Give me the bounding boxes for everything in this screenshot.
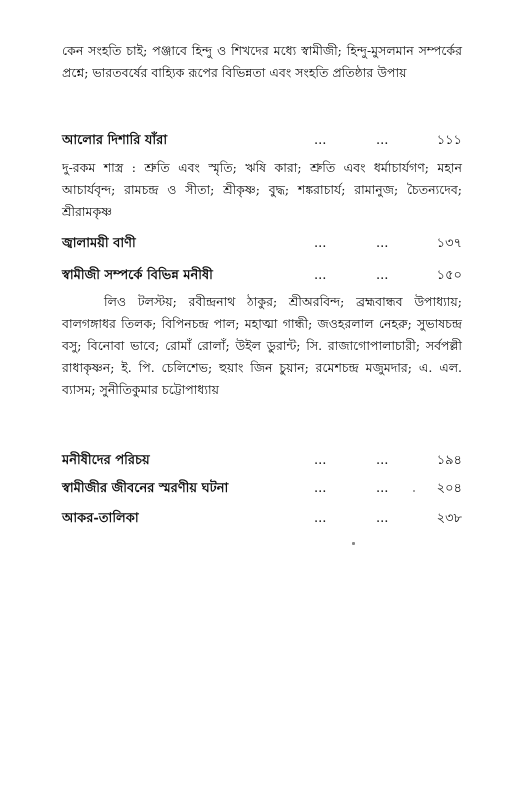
- toc-entry-title: জ্বালাময়ী বাণী: [62, 236, 136, 251]
- scan-speck: [413, 490, 415, 492]
- toc-entry-description: লিও টলস্টয়; রবীন্দ্রনাথ ঠাকুর; শ্রীঅরবিন্দ; ব্রহ্মবান্ধব উপাধ্যায়; বালগঙ্গাধর তিলক; বিপিনচন্দ্র পাল; মহাত্মা গান্ধী; জওহরলাল নেহরু; সুভাষচন্দ্র বসু; বিনোবা ভাবে; রোমাঁ রোলাঁ; উইল ডুরান্ট; সি. রাজাগোপালাচারী; সর্বপল্লী রাধাকৃষ্ণন; ই. পি. চেলিশেভ; হুয়াং জিন চুয়ান; রমেশচন্দ্র মজুমদার; এ. এল. ব্যাসম; সুনীতিকুমার চট্টোপাধ্যায়: [62, 294, 462, 397]
- toc-entry: [62, 233, 462, 255]
- toc-page-number: ১৩৭: [436, 236, 462, 251]
- toc-entry-title: স্বামীজীর জীবনের স্মরণীয় ঘটনা: [62, 481, 229, 496]
- toc-entry-title: আলোর দিশারি যাঁরা: [62, 133, 168, 148]
- toc-entry: [62, 130, 462, 152]
- toc-entry: [62, 478, 462, 500]
- toc-leader-dots: ...: [376, 453, 389, 468]
- toc-entry-description: দু-রকম শাস্ত্র : শ্রুতি এবং স্মৃতি; ঋষি কারা; শ্রুতি এবং ধর্মাচার্যগণ; মহান আচার্যবৃন্দ; রামচন্দ্র ও সীতা; শ্রীকৃষ্ণ; বুদ্ধ; শঙ্করাচার্য; রামানুজ; চৈতন্যদেব; শ্রীরামকৃষ্ণ: [62, 160, 462, 219]
- toc-leader-dots: ...: [314, 453, 327, 468]
- toc-entry-title: আকর-তালিকা: [62, 511, 139, 526]
- toc-leader-dots: ...: [376, 511, 389, 526]
- toc-page-number: ২০৪: [436, 481, 462, 496]
- toc-entry: [62, 508, 462, 530]
- toc-page-number: ১১১: [436, 133, 462, 148]
- toc-leader-dots: ...: [376, 133, 389, 148]
- toc-entry: [62, 265, 462, 287]
- toc-leader-dots: ...: [376, 236, 389, 251]
- toc-page-number: ১৫০: [436, 268, 462, 283]
- toc-leader-dots: ...: [314, 481, 327, 496]
- scan-speck: [352, 542, 355, 545]
- toc-page-number: ১৯৪: [436, 453, 462, 468]
- toc-leader-dots: ...: [314, 511, 327, 526]
- toc-leader-dots: ...: [376, 481, 389, 496]
- toc-leader-dots: ...: [314, 133, 327, 148]
- toc-entry-title: মনীষীদের পরিচয়: [62, 453, 150, 468]
- toc-page-number: ২৩৮: [436, 511, 462, 526]
- toc-leader-dots: ...: [314, 268, 327, 283]
- continuation-description: কেন সংহতি চাই; পঞ্জাবে হিন্দু ও শিখদের মধ্যে স্বামীজী; হিন্দু-মুসলমান সম্পর্কের প্রশ্নে; ভারতবর্ষের বাহ্যিক রূপের বিভিন্নতা এবং সংহতি প্রতিষ্ঠার উপায়: [62, 43, 462, 80]
- toc-leader-dots: ...: [314, 236, 327, 251]
- toc-leader-dots: ...: [376, 268, 389, 283]
- toc-entry: [62, 450, 462, 472]
- toc-entry-title: স্বামীজী সম্পর্কে বিভিন্ন মনীষী: [62, 268, 213, 283]
